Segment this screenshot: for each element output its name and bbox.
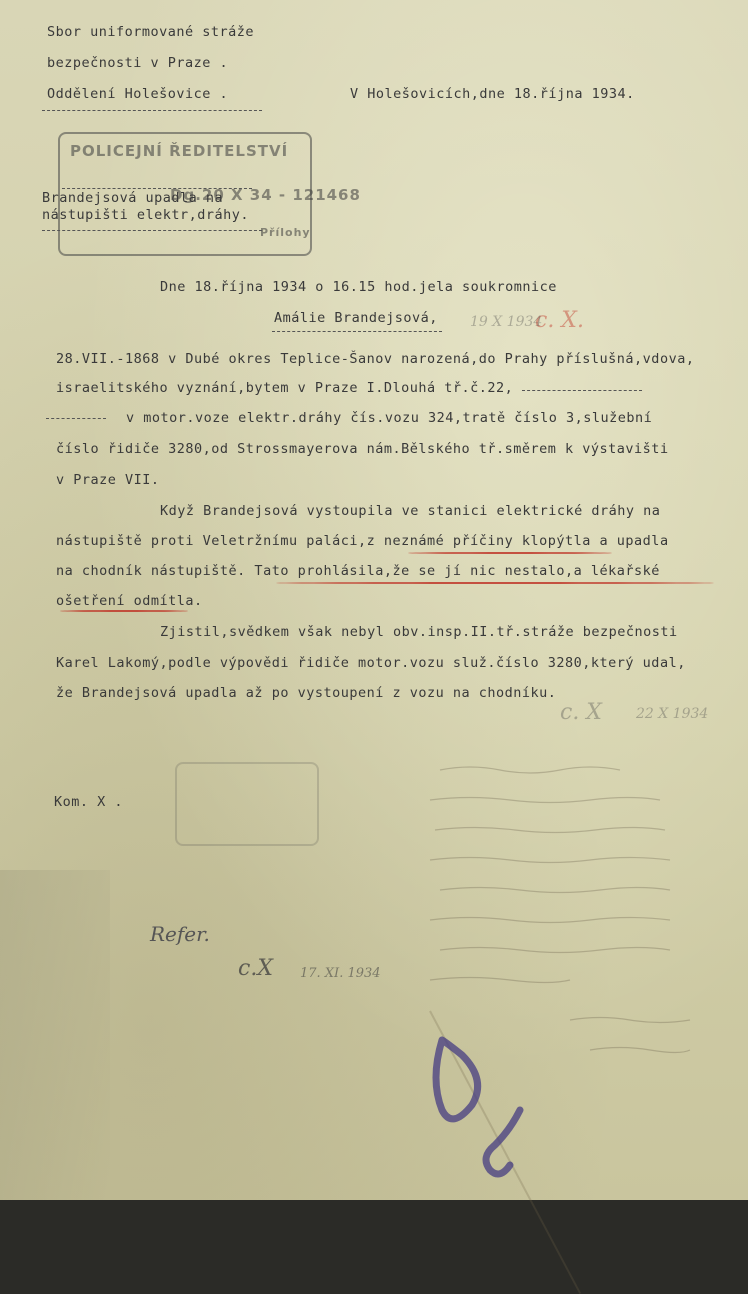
place-date: V Holešovicích,dne 18.října 1934. <box>350 86 635 102</box>
para2-line-1: Když Brandejsová vystoupila ve stanici elektrické dráhy na <box>160 503 661 519</box>
body-line-4: israelitského vyznání,bytem v Praze I.Dlouhá tř.č.22, <box>56 380 514 396</box>
org-line-3: Oddělení Holešovice . <box>47 86 229 102</box>
para3-line-3: že Brandejsová upadla až po vystoupení z vozu na chodníku. <box>56 685 557 701</box>
violet-crayon-mark <box>380 1000 560 1190</box>
para2-line-3: na chodník nástupiště. Tato prohlásila,že se jí nic nestalo,a lékařské <box>56 563 660 579</box>
red-underline-2 <box>276 582 714 584</box>
para2-line-2: nástupiště proti Veletržnímu paláci,z neznámé příčiny klopýtla a upadla <box>56 533 669 549</box>
pencil-mark: c.X <box>238 956 273 981</box>
body-line-7: v Praze VII. <box>56 472 160 488</box>
red-underline-1 <box>408 552 612 554</box>
para2-line-4: ošetření odmítla. <box>56 593 203 609</box>
faint-stamp <box>175 762 319 846</box>
subject-rule <box>42 230 262 231</box>
filler-rule-1 <box>522 390 642 391</box>
faint-stamp-date: 19 X 1934 <box>470 314 543 330</box>
signature: Refer. <box>150 922 210 946</box>
stamp-rule <box>62 188 252 189</box>
stamp-title: POLICEJNÍ ŘEDITELSTVÍ <box>70 142 289 160</box>
kom-reference: Kom. X . <box>54 794 124 810</box>
stamp-date: Dg.20 X 34 - 121468 <box>170 186 361 204</box>
faint-mark: c. X <box>560 700 602 725</box>
paper-fold <box>0 870 110 1200</box>
footer-stamp-date: 17. XI. 1934 <box>300 966 381 981</box>
subject-line-2: nástupišti elektr,dráhy. <box>42 207 250 223</box>
faint-stamp-date-2: 22 X 1934 <box>636 706 709 722</box>
stamp-label: Přílohy <box>260 226 311 239</box>
body-line-3: 28.VII.-1868 v Dubé okres Teplice-Šanov narozená,do Prahy příslušná,vdova, <box>56 351 695 367</box>
org-line-1: Sbor uniformované stráže <box>47 24 255 40</box>
body-line-5: v motor.voze elektr.dráhy čís.vozu 324,tratě číslo 3,služební <box>126 410 653 426</box>
body-line-6: číslo řidiče 3280,od Strossmayerova nám.Bělského tř.směrem k výstavišti <box>56 441 669 457</box>
name-rule <box>272 331 442 332</box>
para3-line-1: Zjistil,svědkem však nebyl obv.insp.II.tř.stráže bezpečnosti <box>160 624 678 640</box>
person-name: Amálie Brandejsová, <box>274 310 438 326</box>
header-rule <box>42 110 262 111</box>
subject-line-1: Brandejsová upadla na <box>42 190 224 206</box>
red-underline-3 <box>60 610 188 612</box>
body-line-1: Dne 18.října 1934 o 16.15 hod.jela soukromnice <box>160 279 557 295</box>
filler-rule-2 <box>46 418 106 419</box>
red-pencil-mark: c. X. <box>535 308 584 333</box>
para3-line-2: Karel Lakomý,podle výpovědi řidiče motor.vozu služ.číslo 3280,který udal, <box>56 655 686 671</box>
org-line-2: bezpečnosti v Praze . <box>47 55 229 71</box>
